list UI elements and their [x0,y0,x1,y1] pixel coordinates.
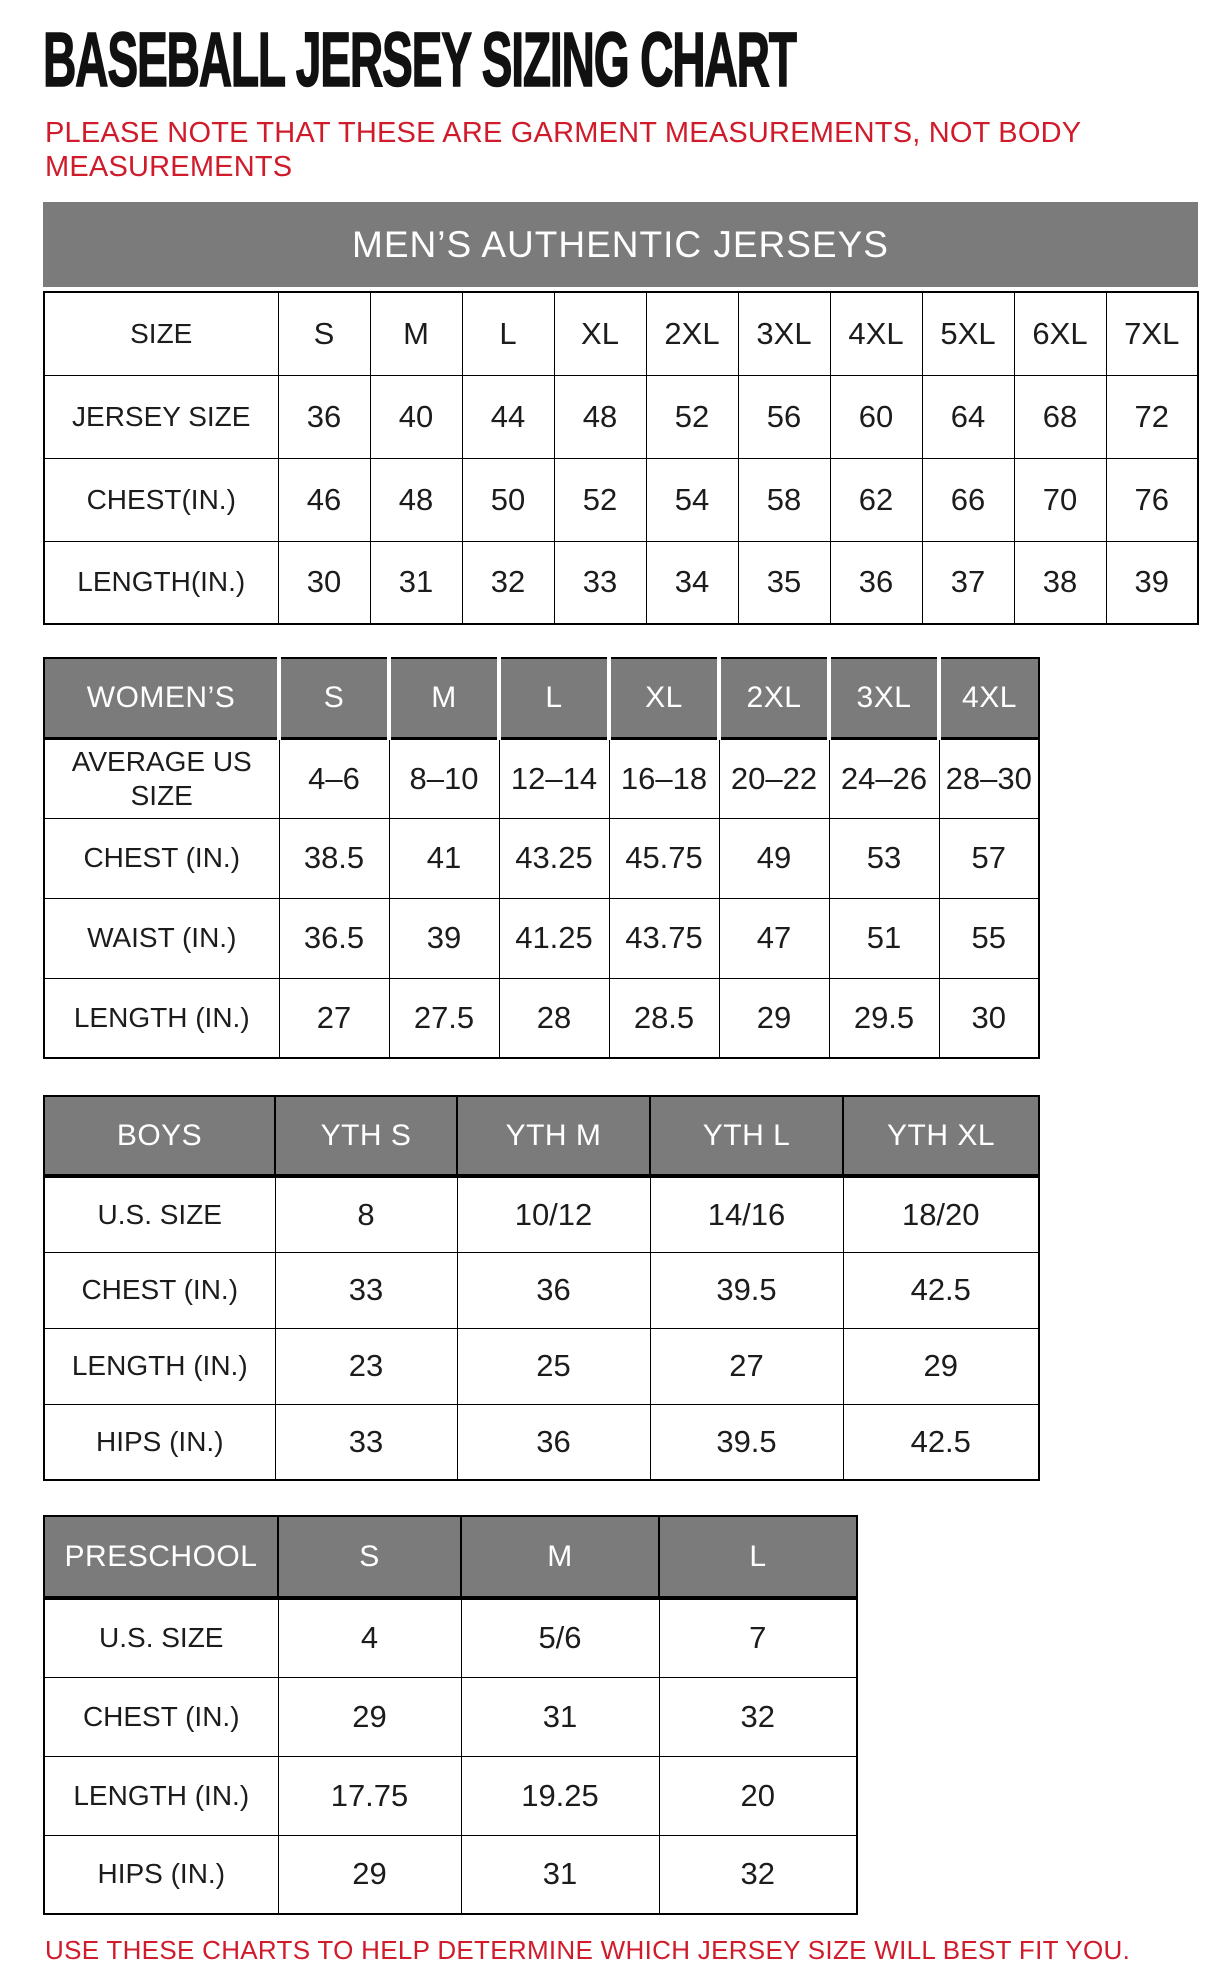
row-label-cell: SIZE [44,292,278,375]
col-header-cell: M [461,1516,659,1598]
value-cell: 24–26 [829,738,939,818]
value-cell: 35 [738,541,830,624]
table-row [44,1252,1039,1328]
value-cell: 36.5 [279,898,389,978]
col-header-cell: YTH L [650,1096,843,1176]
value-cell: 39.5 [650,1252,843,1328]
col-header-cell: YTH S [275,1096,457,1176]
value-cell: 27 [650,1328,843,1404]
value-cell: 7 [659,1598,857,1677]
value-cell: 29 [843,1328,1039,1404]
col-header-cell: YTH XL [843,1096,1039,1176]
table-row [44,292,1198,375]
value-cell: 47 [719,898,829,978]
col-header-cell: S [278,1516,461,1598]
footer-note: USE THESE CHARTS TO HELP DETERMINE WHICH JERSEY SIZE WILL BEST FIT YOU. [45,1935,1131,1965]
value-cell: 5XL [922,292,1014,375]
value-cell: 72 [1106,375,1198,458]
value-cell: 64 [922,375,1014,458]
value-cell: XL [554,292,646,375]
value-cell: 54 [646,458,738,541]
row-label-cell: CHEST (IN.) [44,818,279,898]
value-cell: 52 [646,375,738,458]
value-cell: 68 [1014,375,1106,458]
row-label-cell: WAIST (IN.) [44,898,279,978]
value-cell: 7XL [1106,292,1198,375]
value-cell: 6XL [1014,292,1106,375]
row-label-cell: HIPS (IN.) [44,1835,278,1914]
womens-size-table [43,657,1040,1059]
value-cell: 31 [461,1677,659,1756]
value-cell: 38.5 [279,818,389,898]
table-row [44,458,1198,541]
value-cell: 62 [830,458,922,541]
value-cell: 36 [830,541,922,624]
value-cell: 45.75 [609,818,719,898]
table-row [44,658,1039,738]
table-row [44,375,1198,458]
value-cell: 32 [462,541,554,624]
table-row [44,978,1039,1058]
value-cell: 20 [659,1756,857,1835]
value-cell: 66 [922,458,1014,541]
row-label-cell: LENGTH (IN.) [44,1328,275,1404]
col-header-cell: S [279,658,389,738]
value-cell: 19.25 [461,1756,659,1835]
value-cell: 28–30 [939,738,1039,818]
value-cell: 3XL [738,292,830,375]
preschool-size-table [43,1515,858,1915]
table-row [44,1598,857,1677]
value-cell: 41.25 [499,898,609,978]
col-header-cell: 3XL [829,658,939,738]
page-title [43,14,1200,106]
value-cell: 25 [457,1328,650,1404]
value-cell: 36 [457,1252,650,1328]
table-row [44,1404,1039,1480]
row-label-cell: CHEST (IN.) [44,1677,278,1756]
row-label-cell: U.S. SIZE [44,1176,275,1252]
value-cell: 4XL [830,292,922,375]
value-cell: 76 [1106,458,1198,541]
value-cell: 46 [278,458,370,541]
row-label-cell: JERSEY SIZE [44,375,278,458]
row-label-cell: LENGTH(IN.) [44,541,278,624]
col-header-cell: M [389,658,499,738]
value-cell: 4 [278,1598,461,1677]
value-cell: 27.5 [389,978,499,1058]
womens-section [43,657,1200,1059]
value-cell: 50 [462,458,554,541]
value-cell: 60 [830,375,922,458]
value-cell: 5/6 [461,1598,659,1677]
value-cell: 43.25 [499,818,609,898]
value-cell: 70 [1014,458,1106,541]
value-cell: 31 [461,1835,659,1914]
col-header-cell: XL [609,658,719,738]
value-cell: 48 [554,375,646,458]
value-cell: 40 [370,375,462,458]
table-row [44,1756,857,1835]
value-cell: 8–10 [389,738,499,818]
value-cell: 33 [554,541,646,624]
note-line-1: PLEASE NOTE THAT THESE ARE GARMENT MEASUREMENTS, NOT BODY [45,117,1082,149]
note-line-2: MEASUREMENTS [45,151,293,183]
value-cell: 20–22 [719,738,829,818]
value-cell: 29 [719,978,829,1058]
col-header-cell: WOMEN’S [44,658,279,738]
value-cell: 29 [278,1835,461,1914]
col-header-cell: PRESCHOOL [44,1516,278,1598]
value-cell: 55 [939,898,1039,978]
table-row [44,1677,857,1756]
value-cell: 41 [389,818,499,898]
col-header-cell: 2XL [719,658,829,738]
mens-size-table [43,291,1199,625]
row-label-cell: CHEST (IN.) [44,1252,275,1328]
value-cell: 30 [278,541,370,624]
value-cell: 17.75 [278,1756,461,1835]
value-cell: 36 [278,375,370,458]
col-header-cell: YTH M [457,1096,650,1176]
value-cell: 52 [554,458,646,541]
value-cell: 38 [1014,541,1106,624]
value-cell: 42.5 [843,1404,1039,1480]
value-cell: 43.75 [609,898,719,978]
row-label-cell: LENGTH (IN.) [44,1756,278,1835]
value-cell: 48 [370,458,462,541]
value-cell: 37 [922,541,1014,624]
value-cell: 42.5 [843,1252,1039,1328]
value-cell: 30 [939,978,1039,1058]
value-cell: M [370,292,462,375]
col-header-cell: L [659,1516,857,1598]
value-cell: 56 [738,375,830,458]
value-cell: 49 [719,818,829,898]
table-row [44,1328,1039,1404]
value-cell: 10/12 [457,1176,650,1252]
value-cell: 34 [646,541,738,624]
col-header-cell: BOYS [44,1096,275,1176]
value-cell: S [278,292,370,375]
table-row [44,541,1198,624]
value-cell: 58 [738,458,830,541]
row-label-cell: AVERAGE US SIZE [44,738,279,818]
table-row [44,1516,857,1598]
value-cell: 16–18 [609,738,719,818]
value-cell: 23 [275,1328,457,1404]
preschool-section [43,1515,1200,1915]
value-cell: 53 [829,818,939,898]
value-cell: 32 [659,1677,857,1756]
row-label-cell: HIPS (IN.) [44,1404,275,1480]
table-row [44,1096,1039,1176]
value-cell: 32 [659,1835,857,1914]
boys-size-table [43,1095,1040,1481]
table-row [44,738,1039,818]
value-cell: 27 [279,978,389,1058]
value-cell: L [462,292,554,375]
table-row [44,1835,857,1914]
mens-section [43,202,1200,625]
value-cell: 39 [1106,541,1198,624]
value-cell: 44 [462,375,554,458]
table-row [44,1176,1039,1252]
value-cell: 39.5 [650,1404,843,1480]
value-cell: 18/20 [843,1176,1039,1252]
value-cell: 31 [370,541,462,624]
value-cell: 28 [499,978,609,1058]
value-cell: 33 [275,1404,457,1480]
garment-measurements-note [45,116,1200,184]
value-cell: 8 [275,1176,457,1252]
value-cell: 51 [829,898,939,978]
col-header-cell: L [499,658,609,738]
value-cell: 29 [278,1677,461,1756]
col-header-cell: 4XL [939,658,1039,738]
value-cell: 36 [457,1404,650,1480]
row-label-cell: CHEST(IN.) [44,458,278,541]
value-cell: 33 [275,1252,457,1328]
row-label-cell: U.S. SIZE [44,1598,278,1677]
value-cell: 2XL [646,292,738,375]
page-title-text: BASEBALL JERSEY SIZING CHART [43,17,796,103]
mens-banner: MEN’S AUTHENTIC JERSEYS [43,202,1198,287]
value-cell: 28.5 [609,978,719,1058]
boys-section [43,1095,1200,1481]
table-row [44,818,1039,898]
table-row [44,898,1039,978]
value-cell: 12–14 [499,738,609,818]
row-label-cell: LENGTH (IN.) [44,978,279,1058]
value-cell: 57 [939,818,1039,898]
value-cell: 29.5 [829,978,939,1058]
value-cell: 14/16 [650,1176,843,1252]
value-cell: 39 [389,898,499,978]
value-cell: 4–6 [279,738,389,818]
